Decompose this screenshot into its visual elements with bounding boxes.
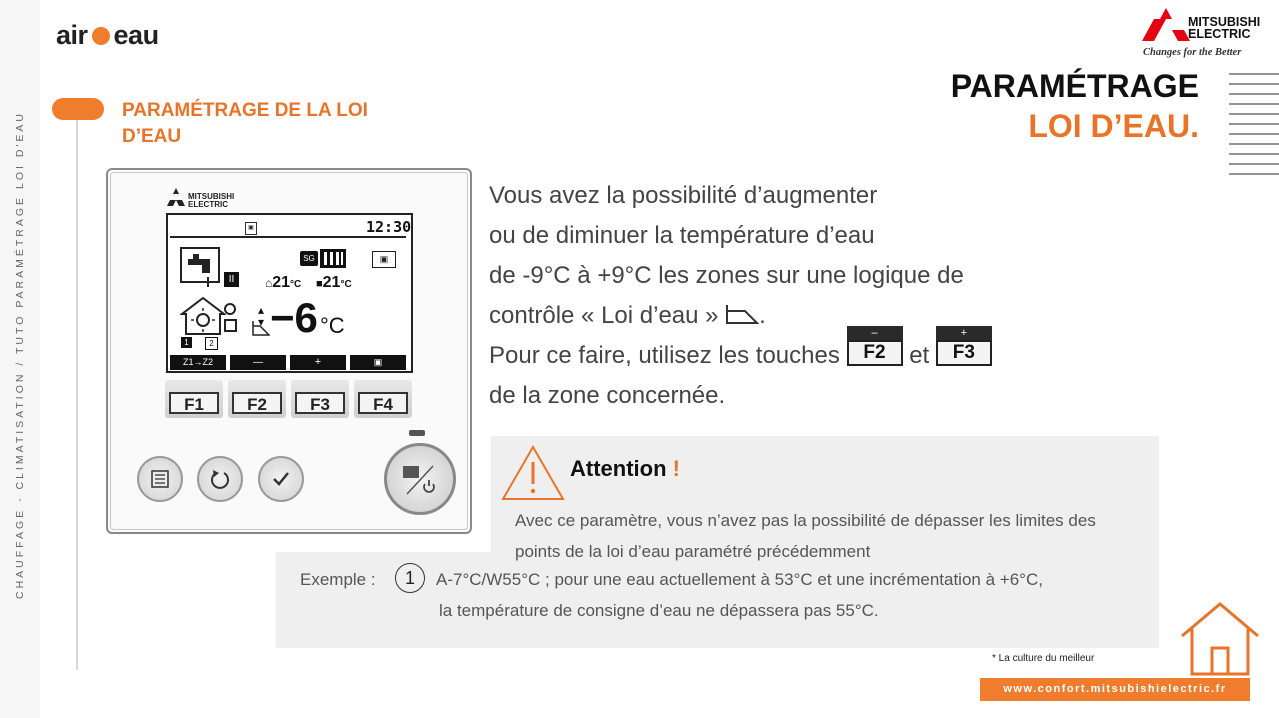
intro-line3: de -9°C à +9°C les zones sur une logique de xyxy=(489,262,964,289)
f2-keycap-label: F2 xyxy=(847,340,903,366)
f1-label: F1 xyxy=(169,392,219,414)
house-heating-icon xyxy=(180,296,226,336)
f2-keycap-tab: – xyxy=(847,326,903,340)
confirm-button[interactable] xyxy=(258,456,304,502)
website-link[interactable]: www.confort.mitsubishielectric.fr xyxy=(980,678,1250,701)
f4-button[interactable] xyxy=(354,380,412,418)
controller-logo-line1: MITSUBISHI xyxy=(188,192,235,201)
undo-icon xyxy=(210,469,230,489)
square-indicator-icon xyxy=(224,319,237,332)
example-line1: A-7°C/W55°C ; pour une eau actuellement à 53°C et une incrémentation à +6°C, xyxy=(436,570,1043,589)
menu-button[interactable] xyxy=(137,456,183,502)
pause-icon: II xyxy=(224,272,239,287)
warning-triangle-icon xyxy=(500,444,566,502)
menu-lines-icon xyxy=(1229,70,1279,180)
f1-button[interactable] xyxy=(165,380,223,418)
mitsubishi-name xyxy=(1188,16,1260,40)
offset-unit: °C xyxy=(320,313,345,338)
intro-line2: ou de diminuer la température d’eau xyxy=(489,222,875,249)
zone2-temp-line xyxy=(316,274,352,292)
power-button[interactable] xyxy=(384,443,456,515)
f2-button[interactable] xyxy=(228,380,286,418)
zone2-badge: 2 xyxy=(205,337,218,350)
f3-button[interactable] xyxy=(291,380,349,418)
f3-keycap xyxy=(936,327,992,366)
page-title: PARAMÉTRAGE xyxy=(950,68,1199,104)
timeline-line xyxy=(76,115,78,670)
tap-water-icon xyxy=(180,247,226,289)
lcd-tab-zone: Z1→Z2 xyxy=(170,355,226,370)
intro-line4 xyxy=(489,296,992,336)
lcd-tab-plus: + xyxy=(290,355,346,370)
logo-tagline: Changes for the Better xyxy=(1143,47,1242,58)
zone1-temp: 21 xyxy=(272,274,291,291)
example-number-badge: 1 xyxy=(395,563,425,593)
example-label: Exemple : xyxy=(300,570,376,589)
controller-logo-text xyxy=(188,193,234,209)
heat-pump-icon: ▣ xyxy=(372,251,396,268)
power-mode-icon xyxy=(399,458,441,500)
example-line2: la température de consigne d’eau ne dépassera pas 55°C. xyxy=(439,601,879,620)
section-title: PARAMÉTRAGE DE LA LOI D’EAU xyxy=(122,100,368,147)
lcd-divider xyxy=(170,236,406,238)
intro-text xyxy=(489,176,992,416)
brand-dot-icon xyxy=(92,27,110,45)
water-law-small-icon xyxy=(252,320,270,336)
attention-title xyxy=(570,456,680,482)
home-icon[interactable] xyxy=(1178,600,1262,678)
brand-logo xyxy=(56,20,159,51)
intro-line5 xyxy=(489,327,992,376)
attention-text: Avec ce paramètre, vous n’avez pas la possibilité de dépasser les limites des points de la loi d’eau paramétré précédemment xyxy=(515,511,1096,561)
f2-keycap xyxy=(847,327,903,366)
section-pill xyxy=(52,98,104,120)
zone1-badge: 1 xyxy=(181,337,192,348)
intro-line6: de la zone concernée. xyxy=(489,382,726,409)
zone1-unit: °C xyxy=(290,279,302,290)
f4-label: F4 xyxy=(358,392,408,414)
logo-line2: ELECTRIC xyxy=(1188,27,1251,41)
water-law-icon xyxy=(725,303,759,325)
f3-label: F3 xyxy=(295,392,345,414)
lcd-time: 12:30 xyxy=(366,218,412,236)
lcd-tab-mode-icon: ▣ xyxy=(350,355,406,370)
tank-small-icon: ■ xyxy=(316,278,323,290)
brand-right: eau xyxy=(113,20,159,50)
updown-arrow-icon: ▴ ▾ xyxy=(258,303,265,329)
intro-line4-end: . xyxy=(759,302,766,329)
house-small-icon: ⌂ xyxy=(265,276,273,290)
menu-list-icon xyxy=(151,470,169,488)
radiator-icon xyxy=(320,249,346,268)
schedule-icon: ▣ xyxy=(245,222,257,235)
zone2-temp: 21 xyxy=(322,274,341,291)
footnote: * La culture du meilleur xyxy=(992,653,1095,664)
intro-line5-text: Pour ce faire, utilisez les touches xyxy=(489,342,840,369)
lcd-tab-minus: — xyxy=(230,355,286,370)
vertical-breadcrumb: CHAUFFAGE - CLIMATISATION / TUTO PARAMÉTRAGE LOI D'EAU xyxy=(14,111,26,599)
f2-label: F2 xyxy=(232,392,282,414)
attention-panel-extension xyxy=(276,552,491,648)
zone1-temp-line xyxy=(265,274,301,292)
logo-line1: MITSUBISHI xyxy=(1188,15,1261,29)
attention-title-text: Attention xyxy=(570,456,667,481)
f3-keycap-tab: + xyxy=(936,326,992,340)
back-button[interactable] xyxy=(197,456,243,502)
intro-line1: Vous avez la possibilité d’augmenter xyxy=(489,182,878,209)
controller-logo-line2: ELECTRIC xyxy=(188,200,228,209)
f3-keycap-label: F3 xyxy=(936,340,992,366)
status-led xyxy=(409,430,425,436)
check-icon xyxy=(271,469,291,489)
intro-line4-text: contrôle « Loi d’eau » xyxy=(489,302,719,329)
no-signal-icon xyxy=(224,303,236,315)
offset-value: −6 xyxy=(270,294,318,341)
brand-left: air xyxy=(56,20,88,50)
sg-icon: SG xyxy=(300,251,318,266)
attention-exclamation: ! xyxy=(672,456,680,481)
page-subtitle: LOI D’EAU. xyxy=(1028,108,1199,144)
zone2-unit: °C xyxy=(340,279,352,290)
intro-line5-and: et xyxy=(909,342,930,369)
